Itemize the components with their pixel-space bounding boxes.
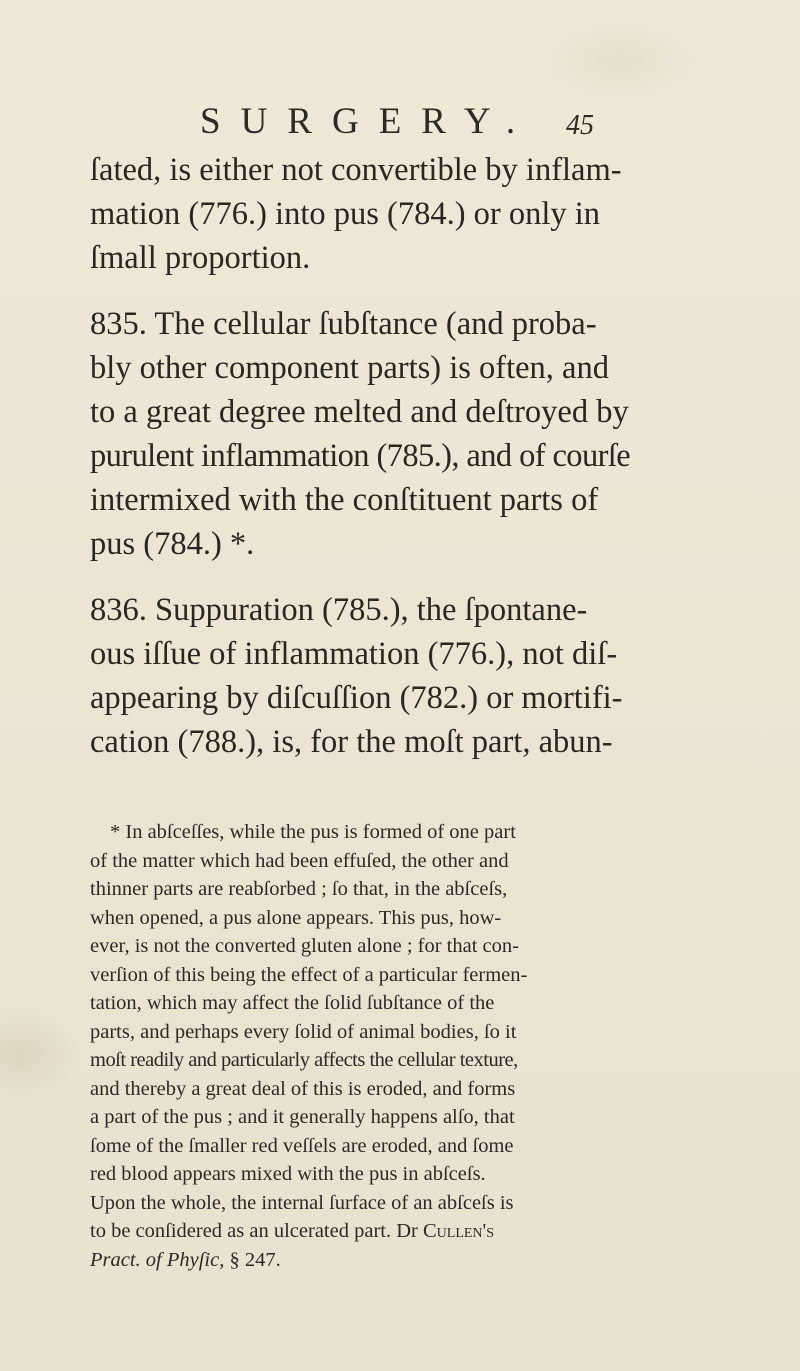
footnote-line: tation, which may affect the ſolid ſubſtance of the xyxy=(90,992,495,1014)
footnote xyxy=(90,818,646,1274)
text-line: purulent inflammation (785.), and of courſe xyxy=(90,438,631,474)
text-line: appearing by diſcuſſion (782.) or mortifi- xyxy=(90,680,623,716)
text-line: bly other component parts) is often, and xyxy=(90,350,609,386)
text-line: 836. Suppuration (785.), the ſpontane- xyxy=(90,592,588,628)
citation-section: § 247. xyxy=(229,1248,281,1271)
footnote-line-citation xyxy=(90,1217,646,1246)
page-number: 45 xyxy=(566,110,594,141)
citation-author: Cullen's xyxy=(422,1220,495,1242)
paragraph-836 xyxy=(90,588,646,764)
paper-stain xyxy=(0,1010,80,1100)
text-line: to a great degree melted and deſtroyed by xyxy=(90,394,629,430)
footnote-line: Upon the whole, the internal ſurface of an abſceſs is xyxy=(90,1191,514,1214)
footnote-line-citation-work xyxy=(90,1246,646,1275)
text-line: mation (776.) into pus (784.) or only in xyxy=(90,196,601,232)
footnote-line: ever, is not the converted gluten alone ; for that con- xyxy=(90,935,519,957)
text-line: pus (784.) *. xyxy=(90,526,255,562)
footnote-line: ſome of the ſmaller red veſſels are eroded, and ſome xyxy=(90,1134,514,1157)
footnote-line: when opened, a pus alone appears. This pus, how- xyxy=(90,906,502,929)
footnote-line: * In abſceſſes, while the pus is formed of one part xyxy=(110,821,516,843)
footnote-line: and thereby a great deal of this is eroded, and forms xyxy=(90,1077,516,1100)
footnote-line: to be conſidered as an ulcerated part. Dr xyxy=(90,1220,418,1242)
citation-work: Pract. of Phyſic, xyxy=(90,1248,225,1271)
text-line: ſated, is either not convertible by inflam- xyxy=(90,152,622,188)
main-text xyxy=(90,148,646,764)
text-line: cation (788.), is, for the moſt part, abun- xyxy=(90,724,613,760)
footnote-line: red blood appears mixed with the pus in abſceſs. xyxy=(90,1163,486,1185)
paragraph-835 xyxy=(90,302,646,566)
paragraph-continuation xyxy=(90,148,646,280)
footnote-line: moſt readily and particularly affects the cellular texture, xyxy=(90,1049,518,1071)
footnote-line: of the matter which had been effuſed, the other and xyxy=(90,849,509,872)
footnote-line: parts, and perhaps every ſolid of animal bodies, ſo it xyxy=(90,1020,517,1043)
text-line: ſmall proportion. xyxy=(90,240,311,276)
text-line: intermixed with the conſtituent parts of xyxy=(90,482,599,518)
footnote-line: thinner parts are reabſorbed ; ſo that, in the abſceſs, xyxy=(90,878,508,900)
running-title: SURGERY. xyxy=(200,101,536,142)
text-line: ous iſſue of inflammation (776.), not diſ- xyxy=(90,636,618,672)
text-line: 835. The cellular ſubſtance (and proba- xyxy=(90,306,597,342)
footnote-line: verſion of this being the effect of a particular fermen- xyxy=(90,963,528,986)
paper-stain xyxy=(540,20,700,100)
footnote-line: a part of the pus ; and it generally happens alſo, that xyxy=(90,1106,515,1128)
page-header xyxy=(0,90,800,140)
